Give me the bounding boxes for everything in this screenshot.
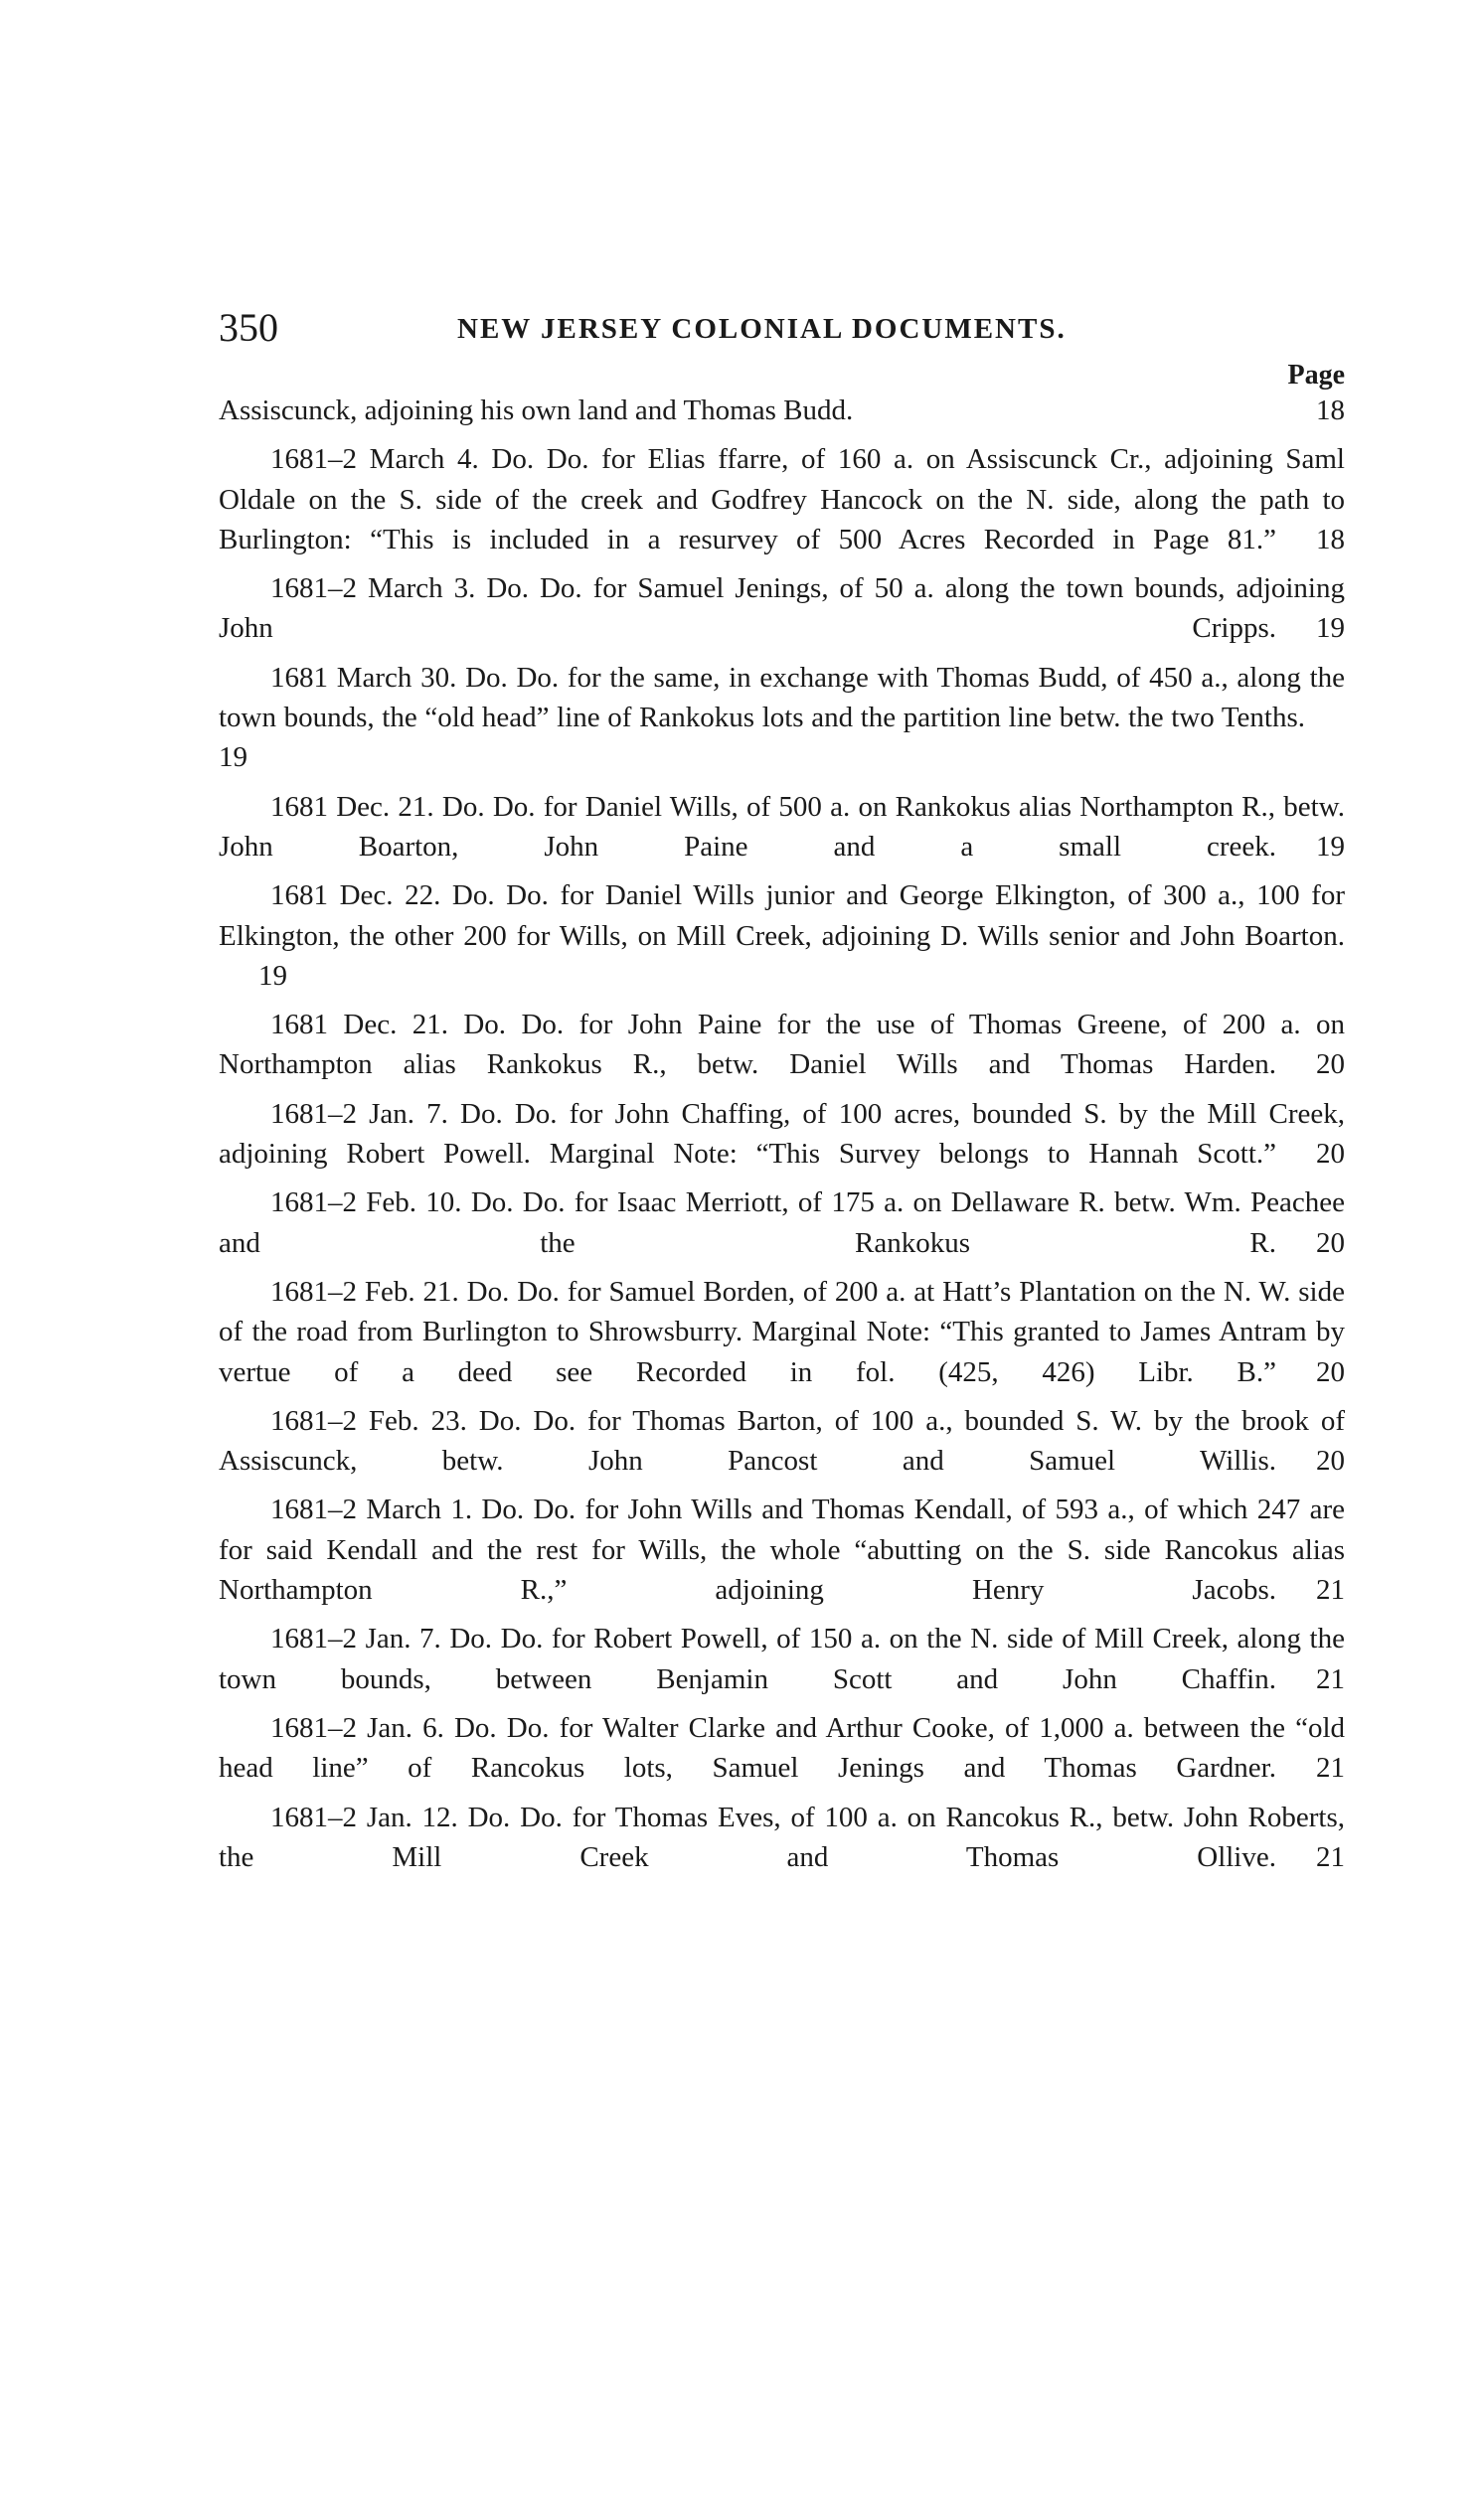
entry-text: Assiscunck, adjoining his own land and Thomas Budd. [219,394,854,426]
entry-page-ref: 21 [1316,1662,1345,1695]
document-page [219,303,1345,1886]
entry-text: 1681–2 March 1. Do. Do. for John Wills and Thomas Kendall, of 593 a., of which 247 are for said Kendall and the rest for Wills, the whole “abutting on the S. side Rancokus alias Northampton R.,” adjoining Henry Jacobs. [219,1494,1345,1607]
entry-page-ref: 21 [1316,1752,1345,1785]
entry [219,1798,1345,1878]
entry [219,875,1345,996]
entry [219,1182,1345,1263]
entry [219,1272,1345,1392]
entry-text: 1681–2 Jan. 6. Do. Do. for Walter Clarke and Arthur Cooke, of 1,000 a. between the “old head line” of Rancokus lots, Samuel Jenings and Thomas Gardner. [219,1711,1345,1785]
entry-list [219,391,1345,1877]
entry [219,439,1345,559]
entry [219,1401,1345,1482]
entry [219,1619,1345,1699]
entry-page-ref: 21 [1316,1574,1345,1607]
entry-page-ref: 18 [1316,394,1345,426]
entry [219,1708,1345,1789]
entry [219,1005,1345,1085]
entry-page-ref: 20 [1316,1226,1345,1259]
page-number: 350 [219,305,278,350]
entry [219,1490,1345,1610]
entry-text: 1681–2 Jan. 7. Do. Do. for John Chaffing, of 100 acres, bounded S. by the Mill Creek, adjoining Robert Powell. Marginal Note: “This Survey belongs to Hannah Scott.” [219,1097,1345,1171]
entry [219,787,1345,867]
entry-page-ref: 19 [258,959,287,992]
entry [219,1094,1345,1175]
entry-text: 1681–2 Feb. 10. Do. Do. for Isaac Merriott, of 175 a. on Dellaware R. betw. Wm. Peachee and the Rankokus R. [219,1186,1345,1259]
entry-text: 1681–2 March 3. Do. Do. for Samuel Jenings, of 50 a. along the town bounds, adjoining John Cripps. [219,572,1345,645]
entry-continuation [219,391,1345,430]
entry-page-ref: 20 [1316,1355,1345,1388]
entry-text: 1681–2 March 4. Do. Do. for Elias ffarre, of 160 a. on Assiscunck Cr., adjoining Saml Oldale on the S. side of the creek and Godfrey Hancock on the N. side, along the path to Burlington: “This is included in a resurvey of 500 Acres Recorded in Page 81.” [219,443,1345,555]
running-head [219,303,1345,353]
entry-page-ref: 20 [1316,1445,1345,1478]
entry-page-ref: 18 [1316,523,1345,555]
entry-text: 1681–2 Jan. 7. Do. Do. for Robert Powell, of 150 a. on the N. side of Mill Creek, along the town bounds, between Benjamin Scott and John Chaffin. [219,1623,1345,1695]
header-title: NEW JERSEY COLONIAL DOCUMENTS. [457,313,1067,345]
entry-page-ref: 19 [219,741,247,774]
entry-page-ref: 19 [1316,830,1345,863]
entry-page-ref: 20 [1316,1048,1345,1081]
entry-page-ref: 20 [1316,1138,1345,1171]
page-column-label: Page [1287,360,1345,391]
entry-text: 1681 Dec. 22. Do. Do. for Daniel Wills junior and George Elkington, of 300 a., 100 for Elkington, the other 200 for Wills, on Mill Creek, adjoining D. Wills senior and John Boarton. [219,879,1345,952]
entry-page-ref: 21 [1316,1840,1345,1873]
entry-text: 1681 Dec. 21. Do. Do. for John Paine for the use of Thomas Greene, of 200 a. on Northampton alias Rankokus R., betw. Daniel Wills and Thomas Harden. [219,1009,1345,1081]
entry-page-ref: 19 [1316,612,1345,645]
entry-text: 1681 Dec. 21. Do. Do. for Daniel Wills, of 500 a. on Rankokus alias Northampton R., betw. John Boarton, John Paine and a small creek. [219,790,1345,863]
entry [219,568,1345,649]
entry-text: 1681–2 Feb. 21. Do. Do. for Samuel Borden, of 200 a. at Hatt’s Plantation on the N. W. side of the road from Burlington to Shrowsburry. Marginal Note: “This granted to James Antram by vertue of a deed see Recorded in fol. (425, 426) Libr. B.” [219,1275,1345,1388]
entry [219,658,1345,778]
entry-text: 1681–2 Feb. 23. Do. Do. for Thomas Barton, of 100 a., bounded S. W. by the brook of Assiscunck, betw. John Pancost and Samuel Willis. [219,1404,1345,1478]
entry-text: 1681 March 30. Do. Do. for the same, in exchange with Thomas Budd, of 450 a., along the town bounds, the “old head” line of Rankokus lots and the partition line betw. the two Tenths. [219,661,1345,734]
entry-text: 1681–2 Jan. 12. Do. Do. for Thomas Eves, of 100 a. on Rancokus R., betw. John Roberts, the Mill Creek and Thomas Ollive. [219,1801,1345,1873]
